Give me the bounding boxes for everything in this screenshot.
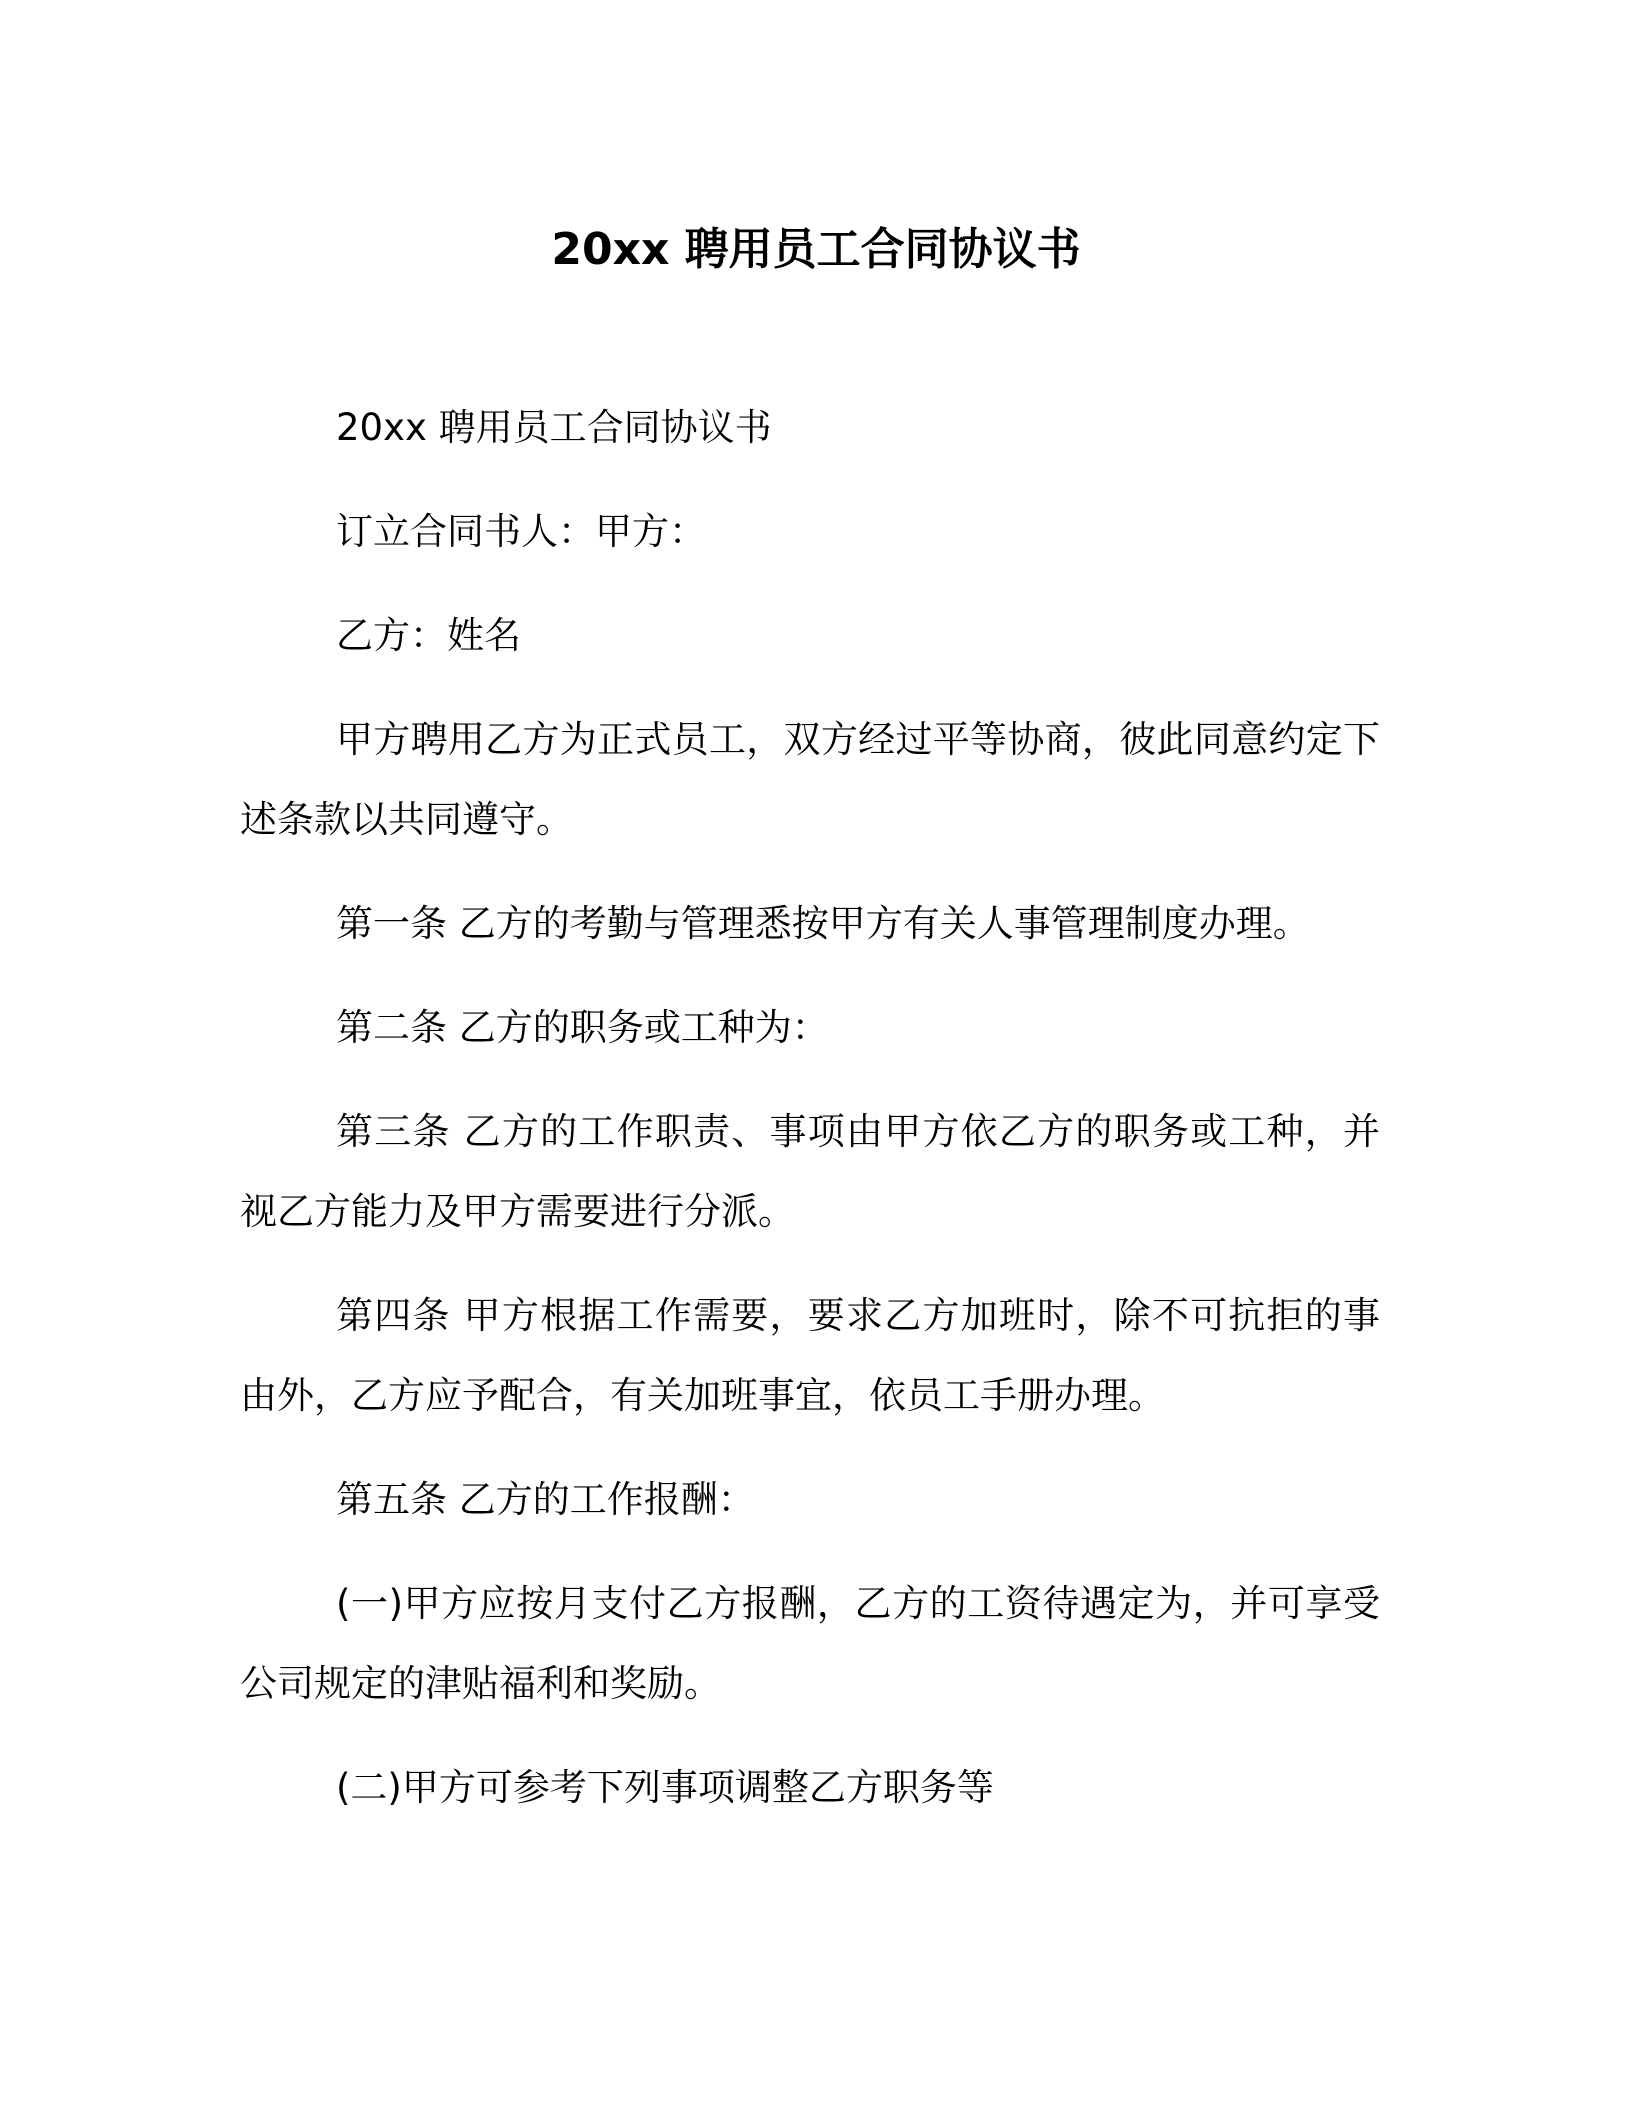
paragraph-party-b: 乙方：姓名 xyxy=(336,614,521,657)
paragraph-article-3: 第三条 乙方的工作职责、事项由甲方依乙方的职务或工种，并视乙方能力及甲方需要进行分派。 xyxy=(240,1110,1380,1233)
document-title: 20xx 聘用员工合同协议书 xyxy=(551,224,1081,275)
paragraph-subtitle: 20xx 聘用员工合同协议书 xyxy=(336,406,772,449)
paragraph-article-5-item-2: (二)甲方可参考下列事项调整乙方职务等 xyxy=(336,1766,994,1809)
paragraph-article-5-item-1: (一)甲方应按月支付乙方报酬，乙方的工资待遇定为，并可享受公司规定的津贴福利和奖励。 xyxy=(240,1582,1380,1705)
document-body xyxy=(240,388,1380,1852)
paragraph-article-4: 第四条 甲方根据工作需要，要求乙方加班时，除不可抗拒的事由外，乙方应予配合，有关加班事宜，依员工手册办理。 xyxy=(240,1294,1380,1417)
paragraph-article-1: 第一条 乙方的考勤与管理悉按甲方有关人事管理制度办理。 xyxy=(336,902,1310,945)
paragraph-article-5: 第五条 乙方的工作报酬： xyxy=(336,1478,755,1521)
paragraph-article-2: 第二条 乙方的职务或工种为： xyxy=(336,1006,829,1049)
paragraph-party-a: 订立合同书人：甲方： xyxy=(336,510,706,553)
paragraph-intro: 甲方聘用乙方为正式员工，双方经过平等协商，彼此同意约定下述条款以共同遵守。 xyxy=(240,718,1380,841)
